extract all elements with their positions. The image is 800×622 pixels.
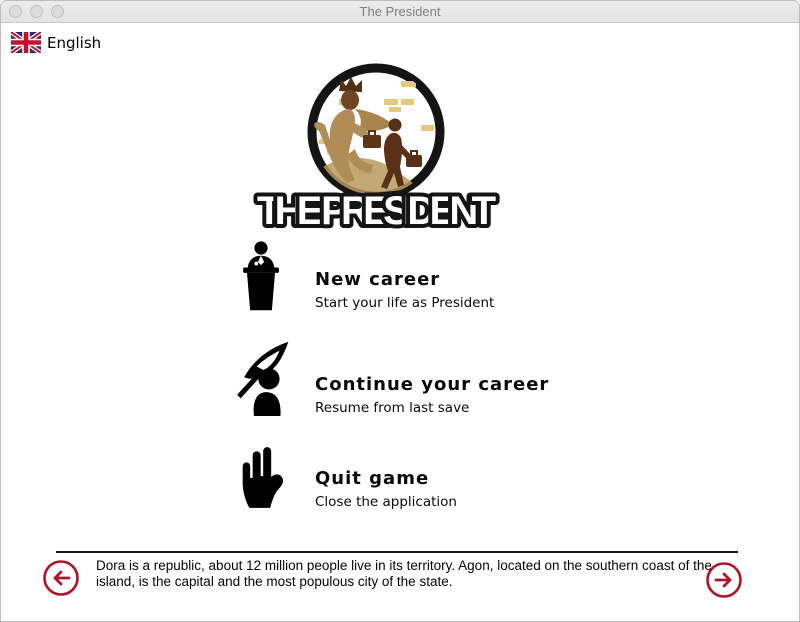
info-text: Dora is a republic, about 12 million people live in its territory. Agon, located on the southern coast of the island, is the capital and the most populous city of the state. (96, 558, 712, 590)
previous-tip-button[interactable] (42, 559, 80, 597)
menu-title: New career (315, 269, 441, 291)
language-selector[interactable] (11, 32, 101, 53)
arrow-right-icon (705, 561, 743, 599)
menu-subtitle: Resume from last save (315, 399, 470, 416)
window-controls (9, 5, 64, 18)
menu-subtitle: Close the application (315, 493, 457, 510)
language-label: English (47, 33, 102, 52)
logo-title: THE PRESIDENT (257, 189, 495, 233)
footer-divider (56, 551, 738, 553)
uk-flag-icon (11, 32, 41, 53)
close-button[interactable] (9, 5, 22, 18)
podium-speaker-icon (229, 241, 293, 311)
menu-title: Quit game (315, 468, 430, 490)
menu-item-continue-career[interactable] (229, 340, 549, 416)
menu-item-quit-game[interactable] (229, 444, 457, 510)
game-logo (251, 59, 501, 236)
raised-hand-icon (229, 444, 293, 510)
window-title: The President (359, 4, 441, 19)
president-walking-emblem (251, 59, 501, 236)
title-bar (1, 1, 799, 23)
minimize-button[interactable] (30, 5, 43, 18)
menu-title: Continue your career (315, 374, 550, 396)
flag-bearer-icon (229, 340, 293, 416)
menu-subtitle: Start your life as President (315, 294, 495, 311)
zoom-button[interactable] (51, 5, 64, 18)
menu-item-new-career[interactable] (229, 241, 494, 311)
arrow-left-icon (42, 559, 80, 597)
next-tip-button[interactable] (705, 561, 743, 599)
